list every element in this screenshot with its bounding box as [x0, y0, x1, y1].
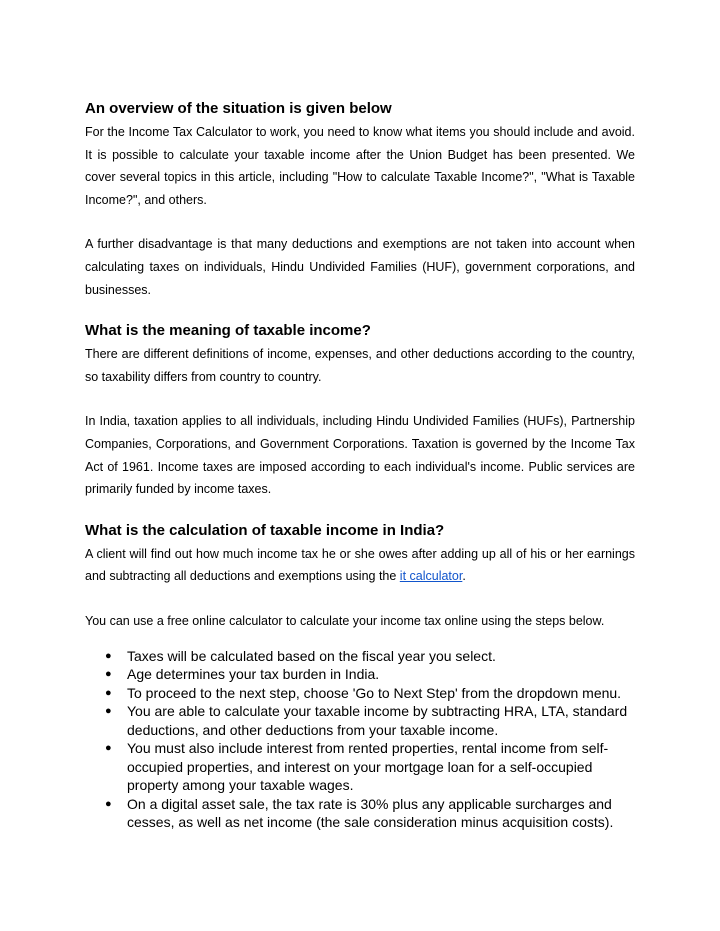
list-item — [85, 647, 635, 666]
list-item — [85, 739, 635, 795]
section-heading-calculation: What is the calculation of taxable income in India? — [85, 521, 445, 539]
bullet-icon: ● — [105, 668, 112, 680]
paragraph-calculation-1-text: A client will find out how much income tax he or she owes after adding up all of his or her earnings and subtracting all deductions and exemptions using the — [85, 546, 635, 584]
list-item — [85, 665, 635, 684]
paragraph-meaning-2: In India, taxation applies to all individuals, including Hindu Undivided Families (HUFs), Partnership Companies, Corporations, and Government Corporations. Taxation is governed by the Income Tax Act of 1961. Income taxes are imposed according to each individual's income. Public services are primarily funded by income taxes. — [85, 414, 635, 497]
list-item-text: On a digital asset sale, the tax rate is 30% plus any applicable surcharges and cesses, as well as net income (the sale consideration minus acquisition costs). — [127, 795, 614, 830]
list-item — [85, 795, 635, 832]
section-heading-taxable-income-meaning: What is the meaning of taxable income? — [85, 322, 371, 340]
list-item-text: Taxes will be calculated based on the fiscal year you select. — [127, 647, 496, 664]
list-item — [85, 702, 635, 739]
document-page — [85, 99, 635, 832]
bullet-icon: ● — [105, 797, 112, 810]
list-item — [85, 684, 635, 703]
list-item-text: You must also include interest from rented properties, rental income from self-occupied properties, and interest on your mortgage loan for a self-occupied property among your taxable wages. — [127, 740, 609, 793]
bullet-icon: ● — [105, 705, 112, 717]
steps-bullet-list — [85, 647, 635, 832]
list-item-text: You are able to calculate your taxable income by subtracting HRA, LTA, standard deductions, and other deductions from your taxable income. — [127, 703, 628, 738]
paragraph-overview-1: For the Income Tax Calculator to work, you need to know what items you should include and avoid. It is possible to calculate your taxable income after the Union Budget has been presented. We cover several topics in this article, including "How to calculate Taxable Income?", "What is Taxable Income?", and others. — [85, 125, 635, 207]
paragraph-calculation-2: You can use a free online calculator to calculate your income tax online using the steps below. — [85, 613, 605, 628]
bullet-icon: ● — [105, 649, 112, 662]
bullet-icon: ● — [105, 686, 112, 699]
it-calculator-link[interactable]: it calculator — [399, 569, 463, 584]
section-heading-overview: An overview of the situation is given below — [85, 100, 392, 117]
list-item-text: Age determines your tax burden in India. — [127, 666, 380, 682]
paragraph-overview-2: A further disadvantage is that many deductions and exemptions are not taken into account when calculating taxes on individuals, Hindu Undivided Families (HUF), government corporations, and businesses. — [85, 237, 635, 297]
list-item-text: To proceed to the next step, choose 'Go to Next Step' from the dropdown menu. — [127, 684, 622, 701]
paragraph-calculation-1-end: . — [462, 569, 466, 584]
paragraph-calculation-1 — [85, 543, 635, 588]
bullet-icon: ● — [105, 742, 112, 754]
paragraph-meaning-1: There are different definitions of income, expenses, and other deductions according to the country, so taxability differs from country to country. — [85, 347, 635, 384]
